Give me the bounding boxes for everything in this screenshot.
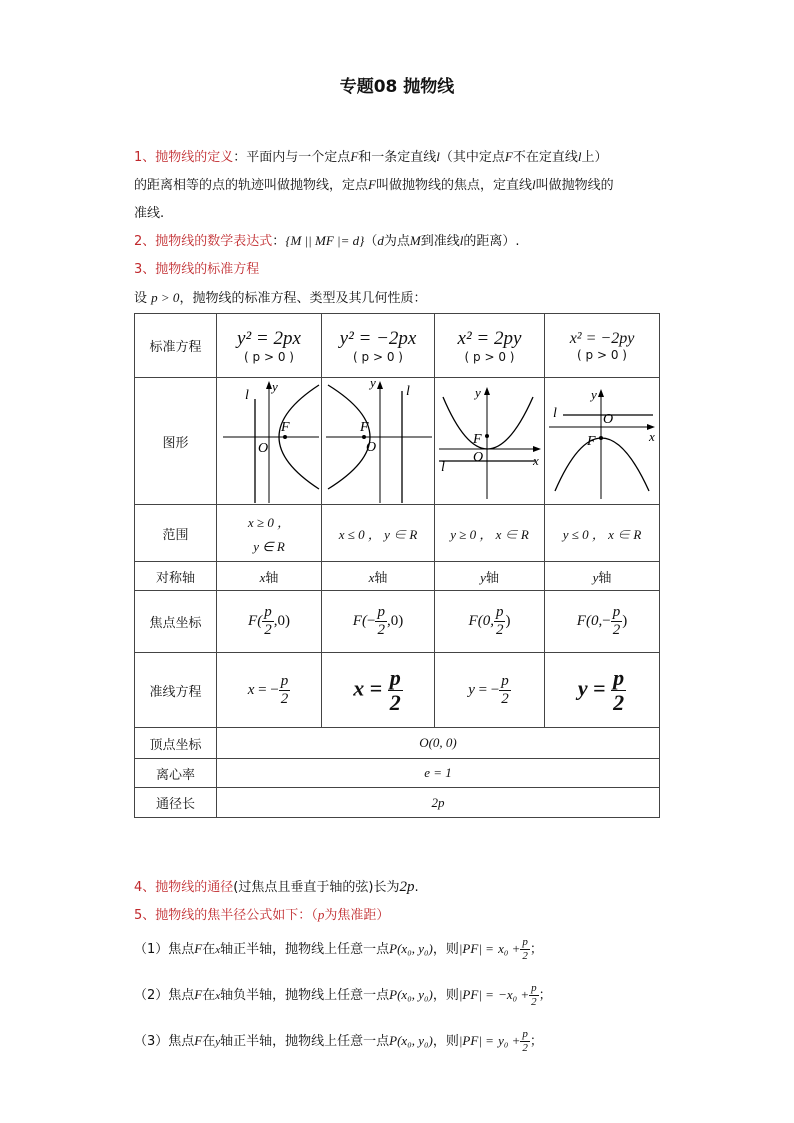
row-header: 通径长 (135, 788, 217, 818)
fraction-denominator: 2 (280, 690, 289, 707)
standard-equation-heading (134, 258, 259, 277)
table-row (135, 759, 660, 788)
rhs-expression: y₀ + (498, 1033, 521, 1048)
range-cell (217, 505, 322, 562)
directrix-sign: = − (258, 681, 279, 698)
directrix-sign: = (369, 675, 383, 701)
origin-label: O (473, 449, 484, 465)
equation-cell (435, 314, 545, 378)
parabola-right-graph (217, 379, 321, 504)
axis-var: x (259, 569, 266, 585)
directrix-label: l (406, 383, 410, 399)
text: 在 (202, 942, 216, 957)
focus-sign: − (366, 612, 376, 629)
axis-var: y (592, 569, 599, 585)
axis-label-y: y (475, 384, 481, 400)
fraction-numerator: p (377, 604, 385, 620)
origin-label: O (366, 439, 377, 455)
axis-word: 轴 (485, 570, 499, 586)
table-row (135, 505, 660, 562)
section-heading: 抛物线的通径 (155, 880, 234, 895)
focus-label: F (360, 419, 369, 435)
row-header: 焦点坐标 (135, 591, 217, 653)
directrix-cell (322, 653, 435, 728)
fraction-numerator: p (389, 664, 401, 690)
range-cell: x ≤ 0 ， y ∈ R (322, 505, 435, 562)
text: 轴正半轴，抛物线上任意一点 (220, 1034, 390, 1049)
axis-label-y: y (591, 386, 597, 402)
section-number: 4、 (134, 880, 156, 895)
math-symbol: F (504, 149, 513, 164)
point-expression: P(x₀, y₀) (389, 987, 433, 1002)
range-cell: y ≤ 0 ， x ∈ R (545, 505, 660, 562)
range-part: x ≥ 0 ， (247, 514, 291, 530)
axis-cell (545, 562, 660, 591)
table-row (135, 728, 660, 759)
parabola-left-graph (322, 379, 434, 504)
abs-expression: |PF| = (458, 1033, 494, 1048)
focus-pre: F(0, (576, 612, 603, 629)
text: ，则 (432, 1034, 459, 1049)
fraction-numerator: p (280, 672, 289, 689)
equation: x² = −2py (569, 329, 635, 347)
parabola-up-graph (435, 379, 544, 504)
math-symbol: F (194, 987, 203, 1002)
math-symbol: l (459, 233, 464, 248)
rhs-expression: x₀ + (498, 941, 521, 956)
fraction-denominator: 2 (264, 622, 272, 638)
text: 为点 (383, 234, 410, 249)
text: 不在定直线 (512, 150, 578, 165)
equation-condition: ( p > 0 ) (244, 349, 294, 364)
math-symbol: F (194, 941, 203, 956)
fraction-denominator: 2 (501, 690, 509, 707)
definition-line-2 (134, 174, 614, 193)
text: 轴负半轴，抛物线上任意一点 (220, 988, 390, 1003)
math-symbol: F (368, 177, 376, 192)
equation-condition: ( p > 0 ) (353, 349, 403, 364)
fraction-denominator: 2 (531, 996, 537, 1008)
fraction-denominator: 2 (377, 622, 385, 638)
range-part: y ∈ R (253, 538, 285, 554)
equation-condition: ( p > 0 ) (577, 347, 627, 362)
parabola-properties-table (134, 313, 660, 818)
point-expression: P(x₀, y₀) (389, 941, 433, 956)
directrix-label: l (245, 387, 249, 403)
directrix-sign: = − (478, 681, 500, 698)
math-symbol: x (215, 944, 221, 956)
fraction-denominator: 2 (389, 689, 401, 715)
text: 的距离相等的点的轨迹叫做抛物线，定点 (134, 178, 369, 193)
directrix-cell (217, 653, 322, 728)
math-symbol: l (577, 149, 582, 164)
graph-cell (217, 378, 322, 505)
directrix-var: x (247, 681, 255, 698)
page-title: 专题08 抛物线 (339, 77, 455, 97)
eccentricity-value: e = 1 (217, 759, 660, 788)
text: ； (529, 1034, 543, 1049)
table-row (135, 653, 660, 728)
focal-radius-item (134, 937, 543, 962)
focus-pre: F(0, (468, 612, 494, 629)
graph-cell (545, 378, 660, 505)
definition-line-1 (134, 146, 608, 165)
text: . (414, 880, 419, 895)
axis-var: x (368, 569, 375, 585)
row-header: 标准方程 (135, 314, 217, 378)
directrix-label: l (441, 459, 445, 475)
text: 上） (581, 150, 608, 165)
table-row (135, 378, 660, 505)
text: ，则 (432, 988, 459, 1003)
text: 的距离）. (463, 234, 520, 249)
fraction-numerator: p (612, 604, 621, 620)
row-header: 对称轴 (135, 562, 217, 591)
parabola-down-graph (545, 379, 659, 504)
math-symbol: y (215, 1036, 221, 1048)
math-symbol: M (409, 233, 421, 248)
item-lead: （1）焦点 (134, 942, 195, 957)
text: 轴正半轴，抛物线上任意一点 (220, 942, 390, 957)
table-row (135, 314, 660, 378)
range-cell: y ≥ 0 ， x ∈ R (435, 505, 545, 562)
graph-cell (435, 378, 545, 505)
axis-label-x: x (649, 428, 655, 444)
focus-pre: F( (352, 612, 367, 629)
abs-expression: |PF| = (458, 941, 494, 956)
table-row (135, 788, 660, 818)
text: 叫做抛物线的 (535, 178, 614, 193)
text: 和一条定直线 (358, 150, 437, 165)
abs-expression: |PF| = (458, 987, 494, 1002)
directrix-var: y (468, 681, 475, 698)
fraction-denominator: 2 (522, 1042, 528, 1054)
section-heading: 抛物线的焦半径公式如下： (155, 908, 312, 923)
table-row (135, 591, 660, 653)
origin-label: O (603, 411, 614, 427)
math-symbol: x (215, 990, 221, 1002)
math-symbol: p (317, 907, 325, 922)
focus-post: ,0) (273, 612, 290, 629)
focus-cell (545, 591, 660, 653)
row-header: 准线方程 (135, 653, 217, 728)
fraction-numerator: p (495, 604, 504, 620)
section-heading: 抛物线的标准方程 (155, 262, 260, 277)
directrix-var: y (577, 675, 588, 701)
expression-line (134, 230, 519, 249)
fraction-denominator: 2 (495, 622, 504, 638)
graph-cell (322, 378, 435, 505)
axis-label-x: x (533, 452, 539, 468)
item-lead: （3）焦点 (134, 1034, 195, 1049)
axis-cell (435, 562, 545, 591)
point-expression: P(x₀, y₀) (389, 1033, 433, 1048)
axis-word: 轴 (374, 570, 388, 586)
table-row (135, 562, 660, 591)
text: ； (529, 942, 543, 957)
row-header: 离心率 (135, 759, 217, 788)
equation: y² = −2px (339, 327, 417, 349)
row-header: 范围 (135, 505, 217, 562)
text: 为焦准距） (324, 908, 390, 923)
directrix-sign: = (593, 675, 606, 701)
axis-label-y: y (272, 378, 278, 394)
text: 到准线 (420, 234, 460, 249)
equation-cell (545, 314, 660, 378)
equation-condition: ( p > 0 ) (464, 349, 515, 364)
axis-word: 轴 (265, 570, 279, 586)
text: 在 (202, 988, 216, 1003)
directrix-label: l (553, 405, 557, 421)
section-number: 5、 (134, 908, 156, 923)
fraction-denominator: 2 (613, 689, 625, 715)
text: ：平面内与一个定点 (233, 150, 351, 165)
axis-var: y (480, 569, 486, 585)
math-symbol: F (194, 1033, 203, 1048)
directrix-cell (545, 653, 660, 728)
text: （ (364, 234, 378, 249)
focus-cell (435, 591, 545, 653)
directrix-var: x (353, 675, 365, 701)
text: （其中定点 (439, 150, 505, 165)
focal-radius-item (134, 983, 552, 1008)
math-symbol: F (350, 149, 359, 164)
section-heading: 抛物线的定义 (155, 150, 234, 165)
fraction-numerator: p (522, 1028, 528, 1040)
math-condition: p > 0 (151, 290, 180, 305)
focus-post: ) (622, 612, 628, 629)
math-expression: {M || MF |= d} (285, 233, 365, 248)
focus-pre: F( (248, 612, 263, 629)
focus-post: ,0) (386, 612, 404, 629)
section-number: 2、 (134, 234, 156, 249)
text: 在 (202, 1034, 216, 1049)
table-intro (134, 287, 426, 306)
rhs-expression: −x₀ + (498, 987, 530, 1002)
fraction-numerator: p (264, 604, 272, 620)
focus-label: F (473, 431, 482, 447)
equation: x² = 2py (457, 327, 522, 349)
focus-label: F (587, 433, 596, 449)
text: ，则 (432, 942, 459, 957)
section-heading: 抛物线的数学表达式 (155, 234, 273, 249)
latus-rectum-value: 2p (217, 788, 660, 818)
latus-rectum-line (134, 876, 419, 896)
item-lead: （2）焦点 (134, 988, 195, 1003)
math-expression: 2p (399, 879, 415, 895)
axis-cell (217, 562, 322, 591)
origin-label: O (258, 440, 269, 456)
definition-line-3: 准线. (134, 206, 165, 221)
axis-word: 轴 (598, 570, 612, 586)
axis-label-y: y (370, 378, 376, 390)
math-symbol: l (436, 149, 440, 164)
row-header: 图形 (135, 378, 217, 505)
text: ； (538, 988, 552, 1003)
text: （ (311, 908, 318, 923)
math-symbol: d (377, 233, 384, 248)
focus-cell (217, 591, 322, 653)
equation-cell (217, 314, 322, 378)
row-header: 顶点坐标 (135, 728, 217, 759)
math-symbol: l (531, 177, 536, 192)
fraction-numerator: p (613, 664, 625, 690)
focus-label: F (281, 419, 290, 435)
equation-cell (322, 314, 435, 378)
fraction-numerator: p (531, 982, 537, 994)
text: 叫做抛物线的焦点，定直线 (375, 178, 532, 193)
text: (过焦点且垂直于轴的弦)长为 (233, 880, 400, 895)
directrix-cell (435, 653, 545, 728)
focal-radius-heading (134, 904, 389, 923)
focal-radius-item (134, 1029, 543, 1054)
text: 设 (134, 291, 148, 306)
focus-post: ) (505, 612, 511, 629)
fraction-denominator: 2 (612, 622, 621, 638)
focus-cell (322, 591, 435, 653)
focus-sign: − (602, 612, 611, 629)
fraction-numerator: p (522, 936, 528, 948)
section-number: 3、 (134, 262, 156, 277)
vertex-value: O(0, 0) (217, 728, 660, 759)
text: ，抛物线的标准方程、类型及其几何性质： (179, 291, 427, 306)
axis-cell (322, 562, 435, 591)
equation: y² = 2px (237, 327, 301, 349)
fraction-numerator: p (501, 672, 509, 689)
fraction-denominator: 2 (522, 950, 528, 962)
text: ： (272, 234, 286, 249)
section-number: 1、 (134, 150, 156, 165)
